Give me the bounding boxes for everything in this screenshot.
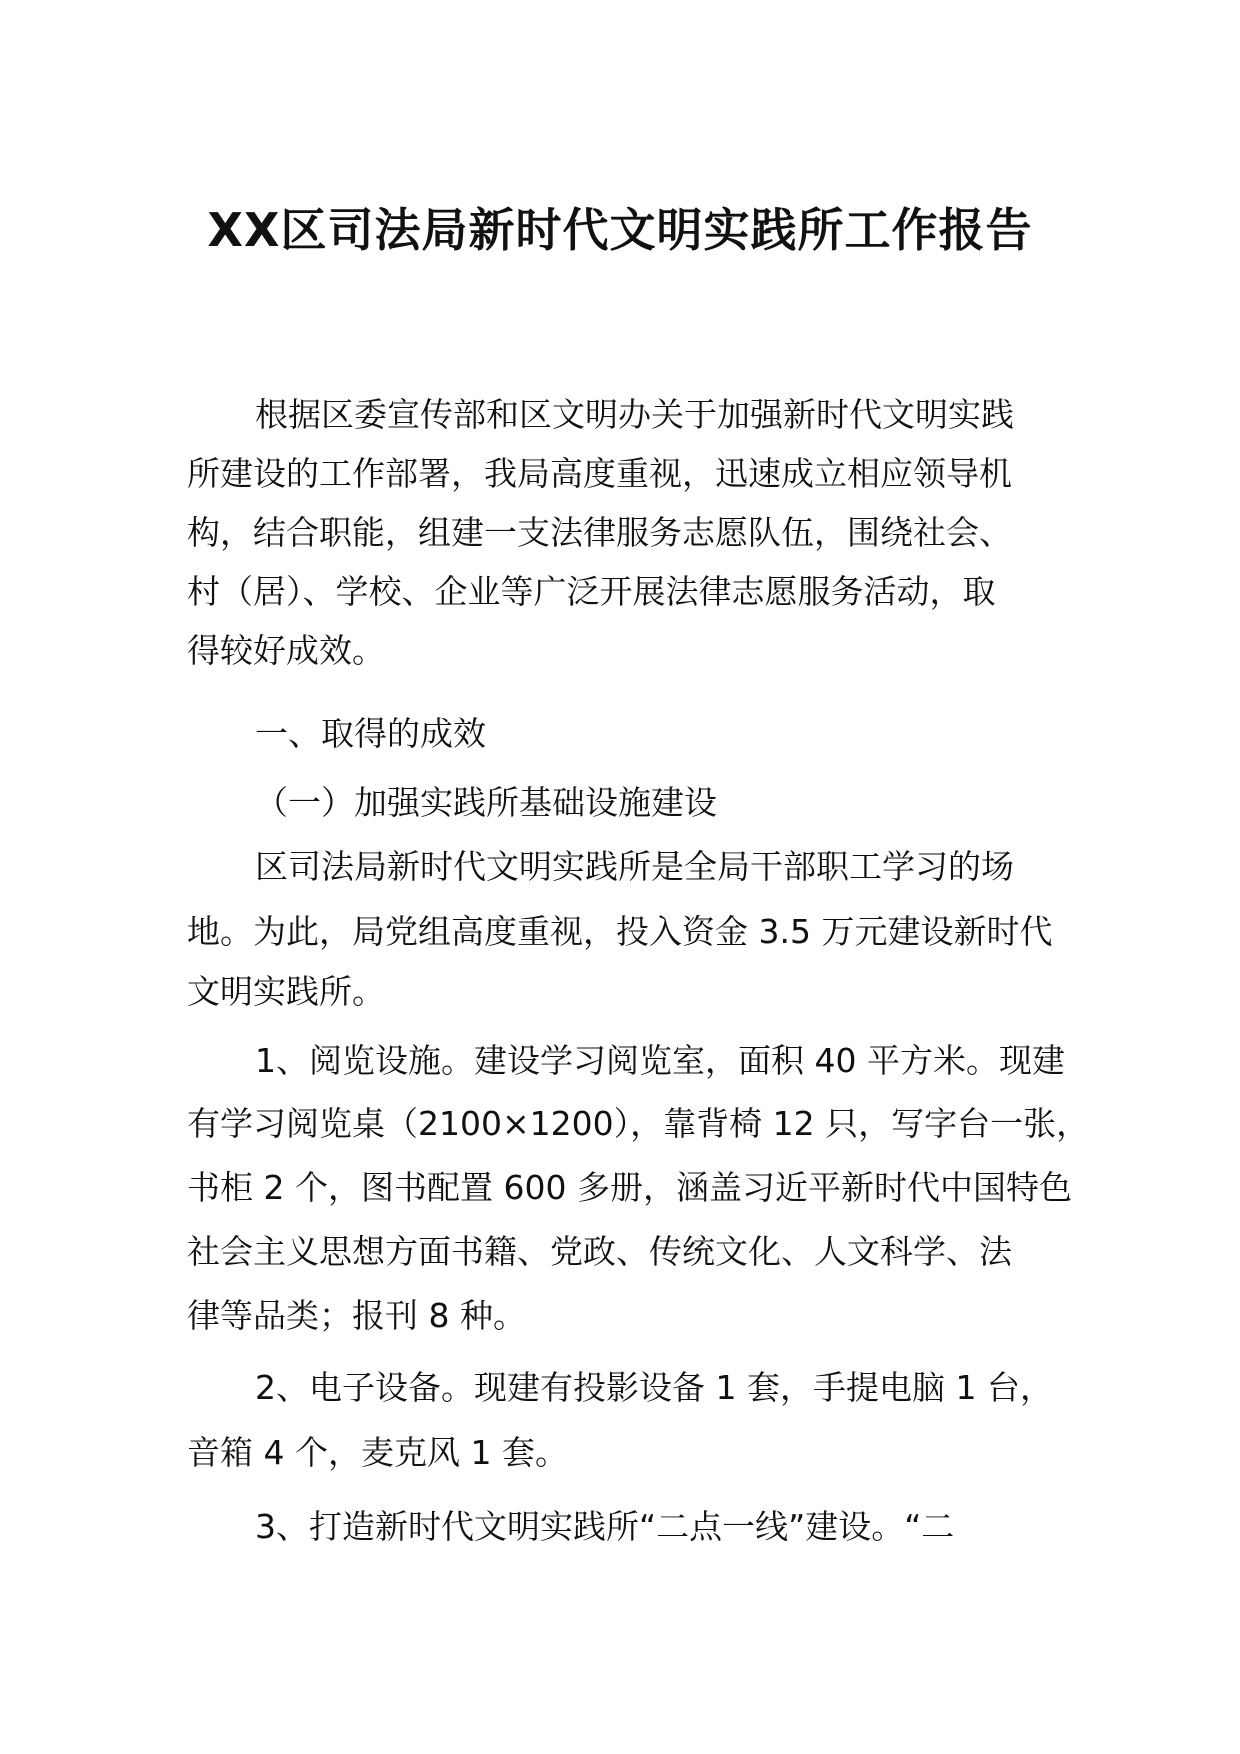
paragraph-line: 得较好成效。	[187, 631, 385, 670]
paragraph-line: 根据区委宣传部和区文明办关于加强新时代文明实践	[255, 395, 1014, 434]
paragraph-line: 村（居）、学校、企业等广泛开展法律志愿服务活动，取	[187, 572, 996, 611]
paragraph-line: 律等品类；报刊 8 种。	[187, 1296, 526, 1335]
paragraph-line: 音箱 4 个，麦克风 1 套。	[187, 1433, 568, 1472]
paragraph-line: 文明实践所。	[187, 972, 385, 1011]
paragraph-line: 区司法局新时代文明实践所是全局干部职工学习的场	[255, 847, 1014, 886]
subsection-heading: （一）加强实践所基础设施建设	[255, 783, 717, 822]
paragraph-line: 2、电子设备。现建有投影设备 1 套，手提电脑 1 台，	[255, 1368, 1053, 1407]
section-heading: 一、取得的成效	[255, 714, 486, 753]
paragraph-line: 书柜 2 个，图书配置 600 多册，涵盖习近平新时代中国特色	[187, 1168, 1072, 1207]
paragraph-line: 构，结合职能，组建一支法律服务志愿队伍，围绕社会、	[187, 513, 1012, 552]
paragraph-line: 3、打造新时代文明实践所“二点一线”建设。“二	[255, 1507, 955, 1546]
paragraph-line: 地。为此，局党组高度重视，投入资金 3.5 万元建设新时代	[187, 912, 1053, 951]
paragraph-line: 所建设的工作部署，我局高度重视，迅速成立相应领导机	[187, 454, 1012, 493]
paragraph-line: 社会主义思想方面书籍、党政、传统文化、人文科学、法	[187, 1232, 1012, 1271]
paragraph-line: 有学习阅览桌（2100×1200），靠背椅 12 只，写字台一张，	[187, 1104, 1090, 1143]
paragraph-line: 1、阅览设施。建设学习阅览室，面积 40 平方米。现建	[255, 1041, 1065, 1080]
document-title: XX区司法局新时代文明实践所工作报告	[207, 203, 1033, 257]
